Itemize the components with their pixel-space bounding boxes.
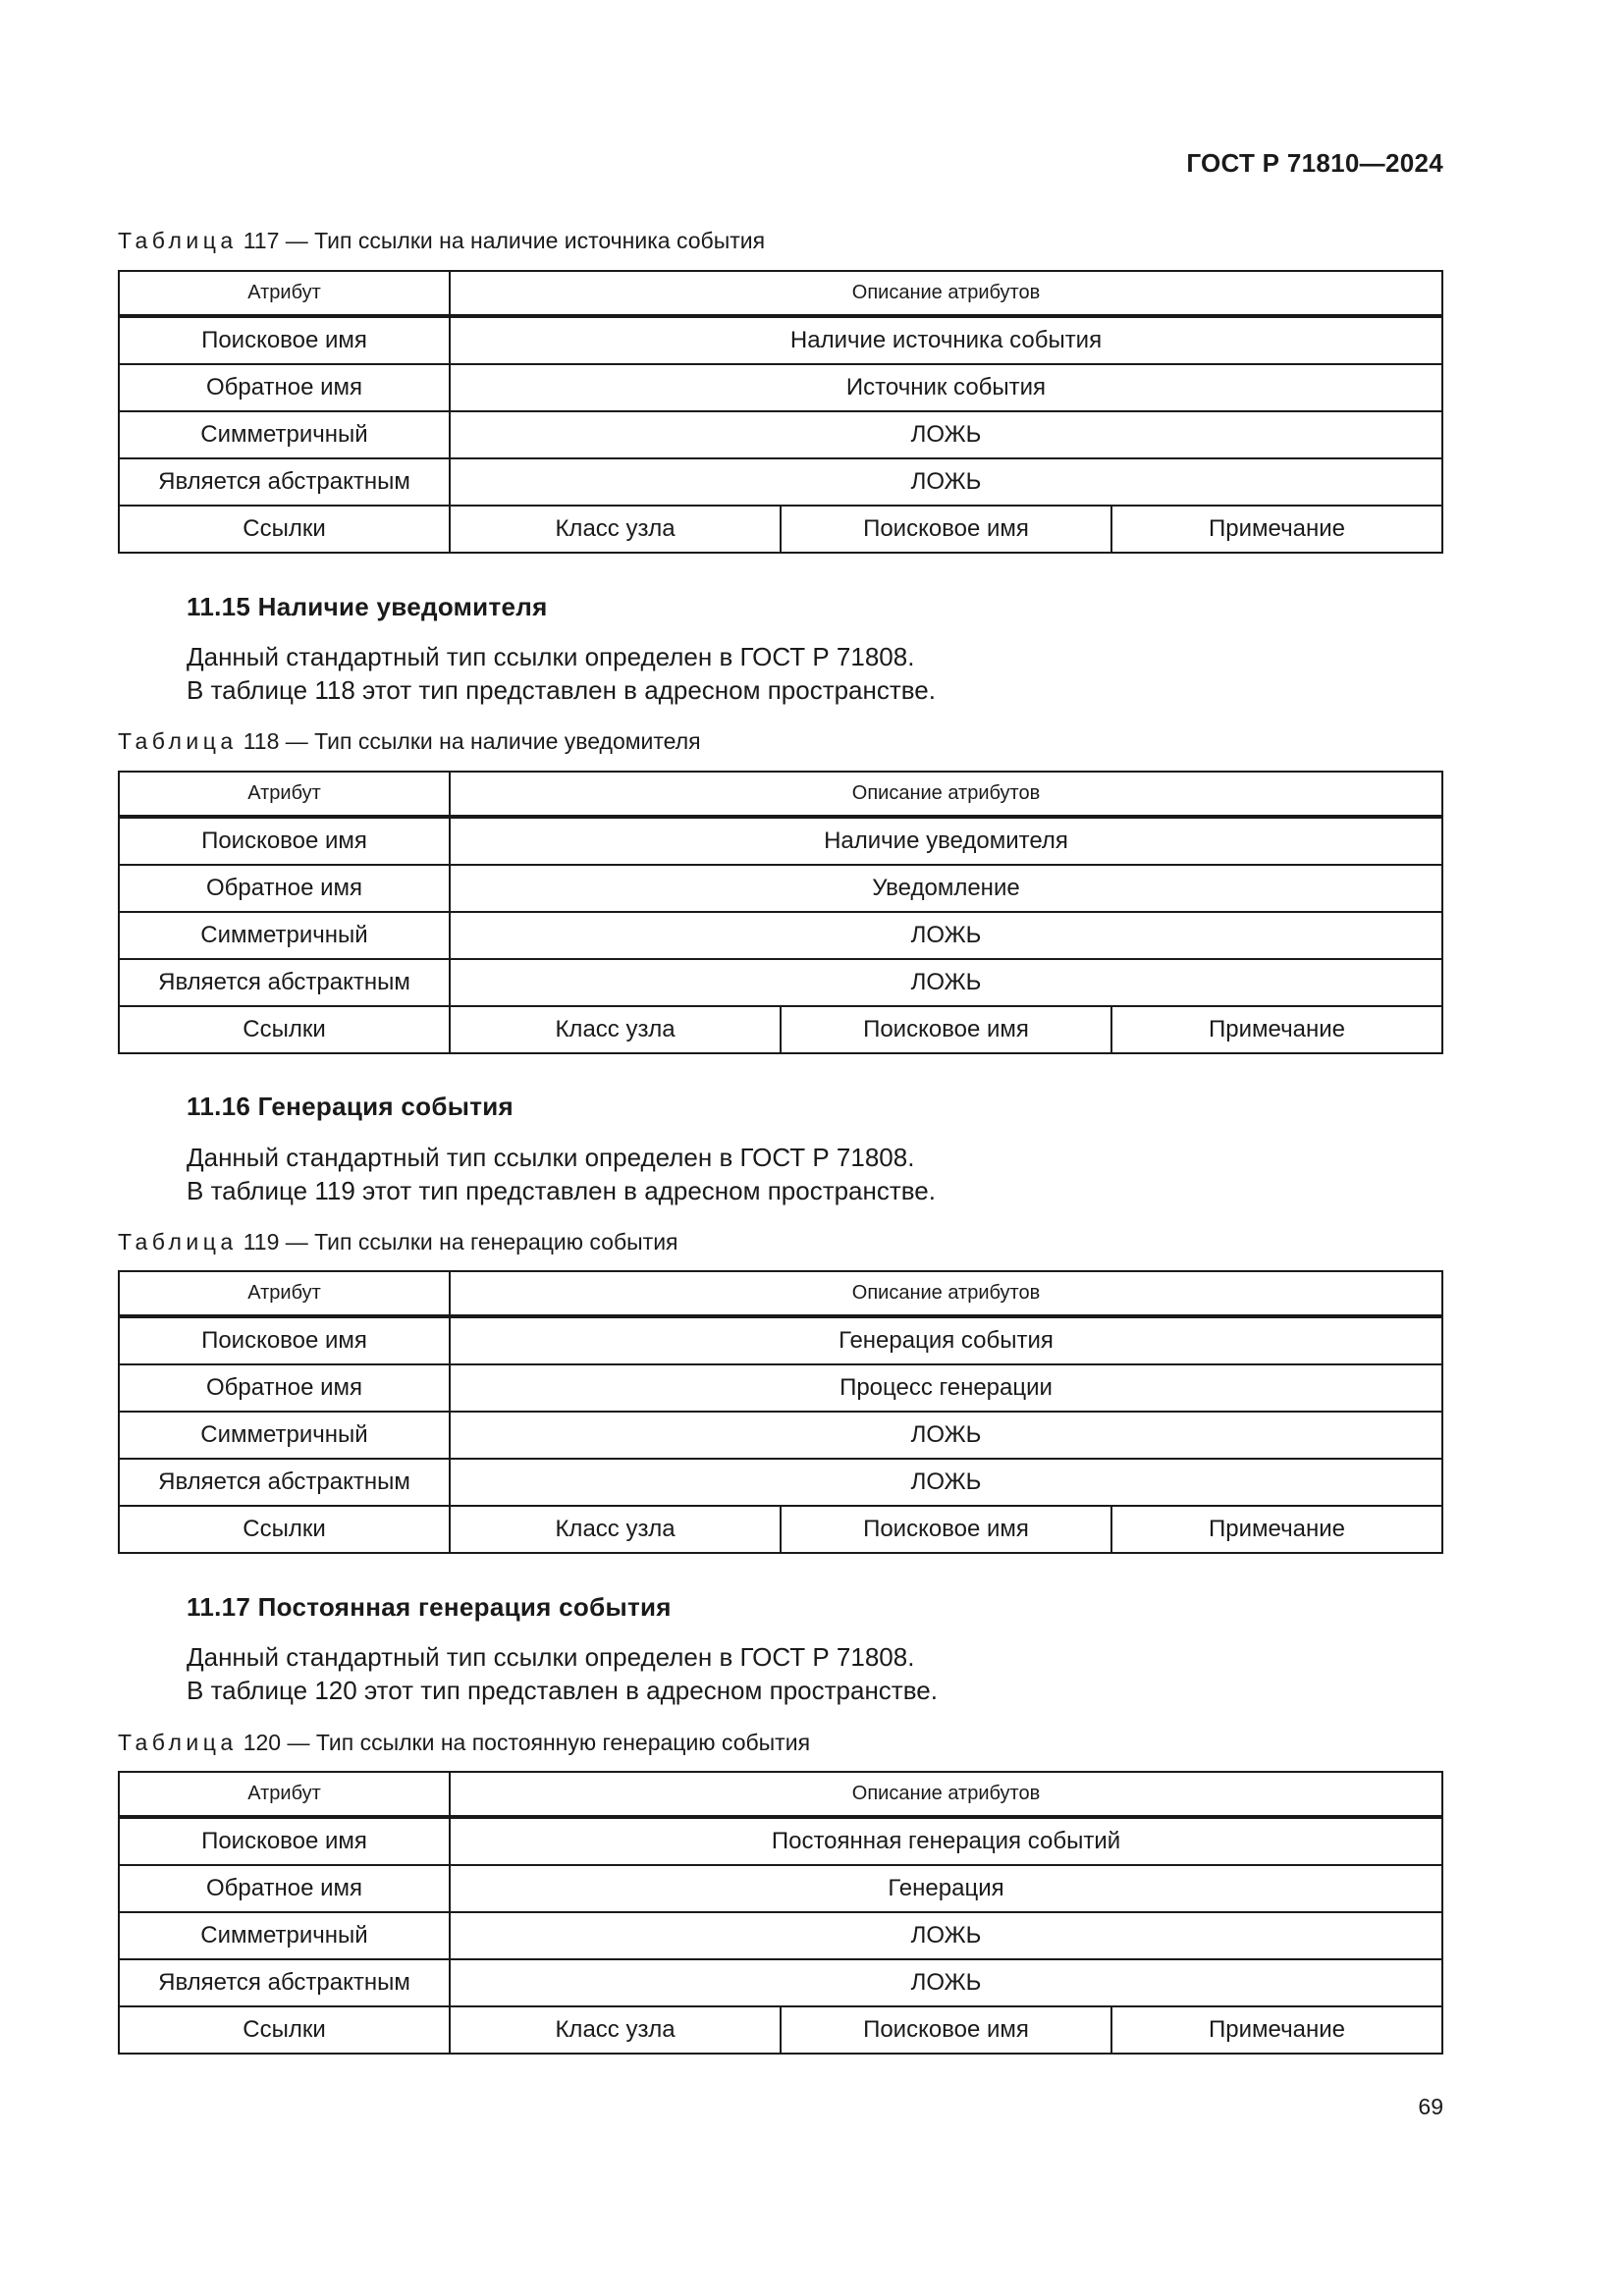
table-row (119, 912, 1442, 959)
refs-label: Ссылки (119, 506, 450, 553)
header-description: Описание атрибутов (450, 1772, 1442, 1817)
row-label: Обратное имя (119, 865, 450, 912)
table-refs-row (119, 506, 1442, 553)
table-row (119, 364, 1442, 411)
table-120-caption (118, 1730, 810, 1756)
row-value: Уведомление (450, 865, 1442, 912)
row-label: Обратное имя (119, 364, 450, 411)
section-title: 11.17 Постоянная генерация события (187, 1592, 672, 1622)
row-value: ЛОЖЬ (450, 1412, 1442, 1459)
refs-browse-name: Поисковое имя (781, 506, 1111, 553)
table-row (119, 411, 1442, 458)
table-118-caption (118, 728, 701, 755)
document-code: ГОСТ Р 71810—2024 (1186, 148, 1443, 178)
paragraph-line: В таблице 119 этот тип представлен в адресном пространстве. (187, 1176, 936, 1205)
row-value: Наличие уведомителя (450, 817, 1442, 865)
row-label: Поисковое имя (119, 316, 450, 364)
caption-word: Таблица (118, 228, 238, 253)
paragraph-line: Данный стандартный тип ссылки определен в ГОСТ Р 71808. (187, 642, 915, 671)
table-row (119, 1412, 1442, 1459)
row-label: Симметричный (119, 411, 450, 458)
table-row (119, 1817, 1442, 1865)
table-header-row (119, 271, 1442, 316)
refs-note: Примечание (1111, 506, 1442, 553)
caption-text: 120 — Тип ссылки на постоянную генерацию события (243, 1730, 811, 1755)
section-paragraph (187, 640, 936, 707)
table-row (119, 1959, 1442, 2006)
table-header-row (119, 1271, 1442, 1316)
row-value: Наличие источника события (450, 316, 1442, 364)
caption-text: 119 — Тип ссылки на генерацию события (243, 1229, 678, 1255)
row-label: Поисковое имя (119, 1817, 450, 1865)
table-row (119, 817, 1442, 865)
table-row (119, 458, 1442, 506)
row-label: Симметричный (119, 912, 450, 959)
caption-word: Таблица (118, 728, 238, 754)
paragraph-line: В таблице 120 этот тип представлен в адресном пространстве. (187, 1676, 938, 1705)
caption-text: 117 — Тип ссылки на наличие источника события (243, 228, 766, 253)
refs-note: Примечание (1111, 2006, 1442, 2054)
table-row (119, 316, 1442, 364)
refs-label: Ссылки (119, 2006, 450, 2054)
table-row (119, 1912, 1442, 1959)
header-attribute: Атрибут (119, 1772, 450, 1817)
section-title: 11.16 Генерация события (187, 1092, 514, 1121)
table-117-caption (118, 228, 765, 254)
table-refs-row (119, 1506, 1442, 1553)
table-row (119, 959, 1442, 1006)
refs-label: Ссылки (119, 1006, 450, 1053)
row-label: Является абстрактным (119, 1459, 450, 1506)
row-label: Поисковое имя (119, 817, 450, 865)
row-value: Постоянная генерация событий (450, 1817, 1442, 1865)
header-attribute: Атрибут (119, 271, 450, 316)
row-value: ЛОЖЬ (450, 959, 1442, 1006)
caption-word: Таблица (118, 1229, 238, 1255)
table-refs-row (119, 2006, 1442, 2054)
refs-note: Примечание (1111, 1006, 1442, 1053)
header-description: Описание атрибутов (450, 1271, 1442, 1316)
table-row (119, 1865, 1442, 1912)
table-header-row (119, 1772, 1442, 1817)
row-label: Является абстрактным (119, 1959, 450, 2006)
table-120 (118, 1771, 1443, 2055)
table-row (119, 1364, 1442, 1412)
row-label: Симметричный (119, 1912, 450, 1959)
table-row (119, 1459, 1442, 1506)
refs-label: Ссылки (119, 1506, 450, 1553)
row-label: Симметричный (119, 1412, 450, 1459)
section-paragraph (187, 1141, 936, 1207)
header-attribute: Атрибут (119, 772, 450, 817)
header-attribute: Атрибут (119, 1271, 450, 1316)
table-119-caption (118, 1229, 678, 1255)
section-paragraph (187, 1640, 938, 1707)
table-117 (118, 270, 1443, 554)
row-label: Является абстрактным (119, 959, 450, 1006)
table-header-row (119, 772, 1442, 817)
refs-node-class: Класс узла (450, 1006, 781, 1053)
row-value: Процесс генерации (450, 1364, 1442, 1412)
caption-word: Таблица (118, 1730, 238, 1755)
table-row (119, 865, 1442, 912)
row-value: Источник события (450, 364, 1442, 411)
table-row (119, 1316, 1442, 1364)
row-label: Поисковое имя (119, 1316, 450, 1364)
table-refs-row (119, 1006, 1442, 1053)
page-number: 69 (1418, 2094, 1443, 2119)
paragraph-line: Данный стандартный тип ссылки определен в ГОСТ Р 71808. (187, 1143, 915, 1172)
table-119 (118, 1270, 1443, 1554)
row-value: ЛОЖЬ (450, 912, 1442, 959)
row-label: Обратное имя (119, 1865, 450, 1912)
refs-note: Примечание (1111, 1506, 1442, 1553)
row-label: Является абстрактным (119, 458, 450, 506)
row-value: Генерация (450, 1865, 1442, 1912)
paragraph-line: В таблице 118 этот тип представлен в адресном пространстве. (187, 675, 936, 705)
refs-browse-name: Поисковое имя (781, 2006, 1111, 2054)
row-value: ЛОЖЬ (450, 458, 1442, 506)
row-value: ЛОЖЬ (450, 1912, 1442, 1959)
row-value: ЛОЖЬ (450, 411, 1442, 458)
header-description: Описание атрибутов (450, 772, 1442, 817)
refs-node-class: Класс узла (450, 506, 781, 553)
row-label: Обратное имя (119, 1364, 450, 1412)
section-title: 11.15 Наличие уведомителя (187, 592, 548, 621)
refs-browse-name: Поисковое имя (781, 1006, 1111, 1053)
refs-browse-name: Поисковое имя (781, 1506, 1111, 1553)
row-value: Генерация события (450, 1316, 1442, 1364)
header-description: Описание атрибутов (450, 271, 1442, 316)
refs-node-class: Класс узла (450, 2006, 781, 2054)
refs-node-class: Класс узла (450, 1506, 781, 1553)
paragraph-line: Данный стандартный тип ссылки определен в ГОСТ Р 71808. (187, 1642, 915, 1672)
caption-text: 118 — Тип ссылки на наличие уведомителя (243, 728, 701, 754)
row-value: ЛОЖЬ (450, 1959, 1442, 2006)
row-value: ЛОЖЬ (450, 1459, 1442, 1506)
table-118 (118, 771, 1443, 1054)
